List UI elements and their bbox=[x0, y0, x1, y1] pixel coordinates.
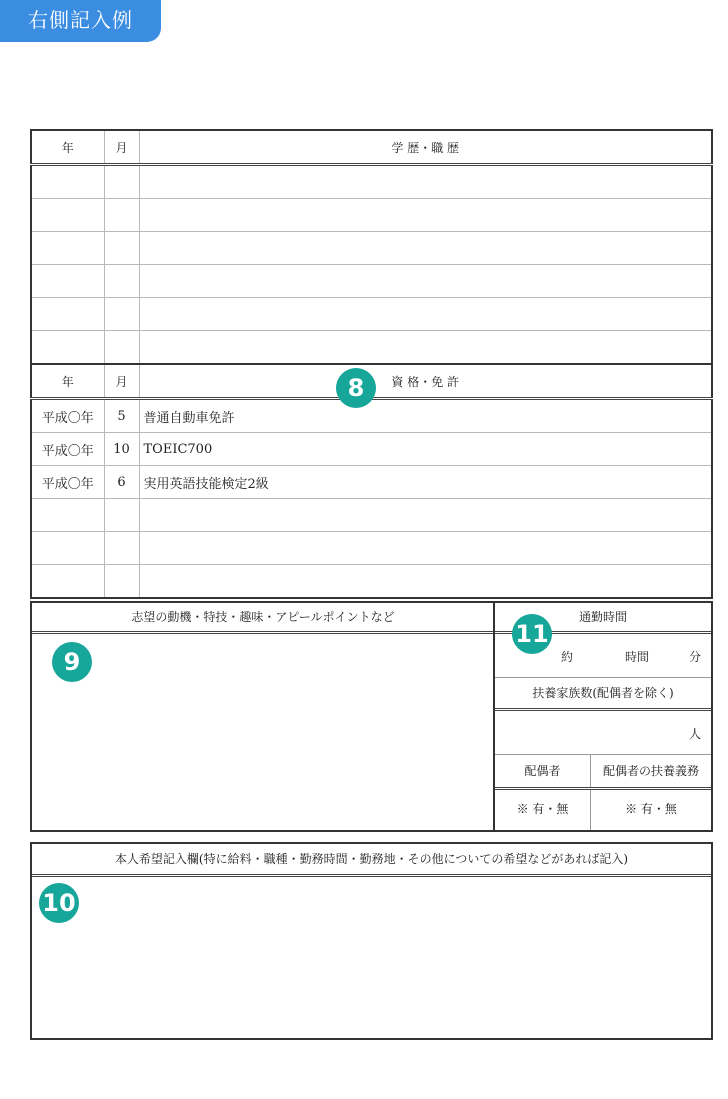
spouse-header-row bbox=[495, 755, 711, 790]
requests-header: 本人希望記入欄(特に給料・職種・勤務時間・勤務地・その他についての希望などがあれば記入) bbox=[32, 844, 711, 877]
example-badge bbox=[0, 0, 161, 42]
spouse-value-row bbox=[495, 790, 711, 830]
education-table bbox=[30, 129, 713, 599]
marker-8: 8 bbox=[336, 368, 376, 408]
license-month: 6 bbox=[104, 466, 139, 499]
education-month-header: 月 bbox=[104, 130, 139, 165]
table-row[interactable] bbox=[31, 399, 712, 433]
table-row[interactable] bbox=[31, 199, 712, 232]
motivation-header: 志望の動機・特技・趣味・アピールポイントなど bbox=[32, 603, 494, 634]
spouse-support-value[interactable]: ※ 有・無 bbox=[625, 802, 677, 816]
table-row[interactable] bbox=[31, 565, 712, 599]
motivation-box[interactable] bbox=[30, 601, 496, 832]
requests-box[interactable] bbox=[30, 842, 713, 1040]
license-year: 平成〇年 bbox=[31, 399, 104, 433]
licenses-title-header: 資 格・免 許 bbox=[139, 364, 712, 399]
marker-9: 9 bbox=[52, 642, 92, 682]
marker-11: 11 bbox=[512, 614, 552, 654]
marker-10: 10 bbox=[39, 883, 79, 923]
license-text: TOEIC700 bbox=[139, 433, 712, 466]
spouse-header: 配偶者 bbox=[495, 755, 591, 787]
licenses-year-header: 年 bbox=[31, 364, 104, 399]
table-row[interactable] bbox=[31, 165, 712, 199]
license-month: 5 bbox=[104, 399, 139, 433]
table-row[interactable] bbox=[31, 499, 712, 532]
license-year: 平成〇年 bbox=[31, 433, 104, 466]
spouse-value[interactable]: ※ 有・無 bbox=[495, 790, 591, 830]
licenses-month-header: 月 bbox=[104, 364, 139, 399]
table-row[interactable] bbox=[31, 433, 712, 466]
spouse-support-header: 配偶者の扶養義務 bbox=[602, 764, 699, 778]
license-year: 平成〇年 bbox=[31, 466, 104, 499]
table-row[interactable] bbox=[31, 232, 712, 265]
education-year-header: 年 bbox=[31, 130, 104, 165]
license-text: 普通自動車免許 bbox=[139, 399, 712, 433]
table-row[interactable] bbox=[31, 331, 712, 365]
license-text: 実用英語技能検定2級 bbox=[139, 466, 712, 499]
table-row[interactable] bbox=[31, 532, 712, 565]
table-row[interactable] bbox=[31, 298, 712, 331]
table-row[interactable] bbox=[31, 466, 712, 499]
commute-hours: 時間 bbox=[625, 650, 650, 664]
table-row[interactable] bbox=[31, 265, 712, 298]
commute-minutes: 分 bbox=[689, 650, 702, 664]
education-header-row bbox=[31, 130, 712, 165]
commute-approx: 約 bbox=[561, 650, 574, 664]
commute-header: 通勤時間 bbox=[495, 603, 711, 634]
dependents-header: 扶養家族数(配偶者を除く) bbox=[495, 678, 711, 711]
dependents-field[interactable] bbox=[495, 711, 711, 755]
badge-label: 右側記入例 bbox=[28, 8, 133, 32]
license-month: 10 bbox=[104, 433, 139, 466]
dependents-unit: 人 bbox=[688, 727, 701, 741]
education-title-header: 学 歴・職 歴 bbox=[139, 130, 712, 165]
